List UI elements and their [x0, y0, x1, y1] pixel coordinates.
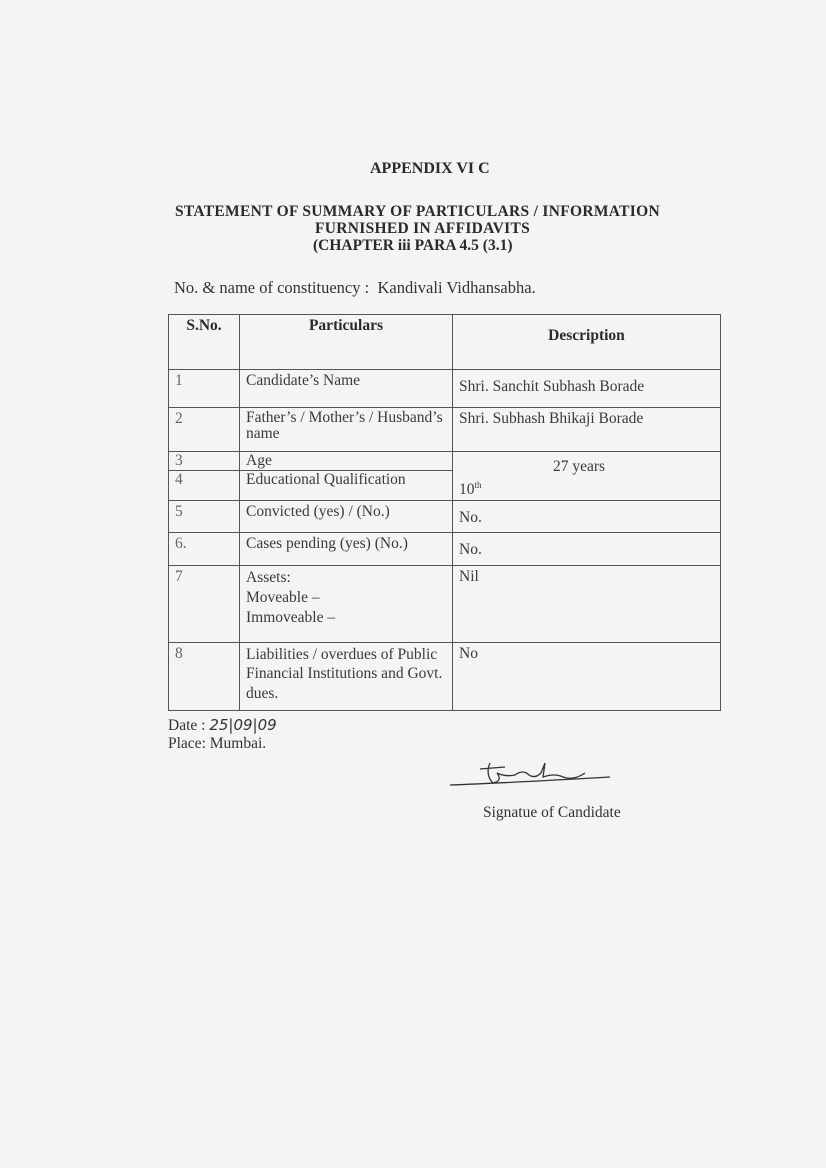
row-sno: 6.	[169, 533, 240, 566]
signature-caption: Signatue of Candidate	[483, 804, 621, 821]
date-value: 25|09|09	[209, 716, 277, 734]
particulars-table	[168, 314, 721, 711]
row-description: No.	[453, 533, 721, 566]
row-description: No.	[453, 501, 721, 533]
statement-title-line1: STATEMENT OF SUMMARY OF PARTICULARS / INFORMATION	[175, 203, 660, 220]
row-particular: Liabilities / overdues of Public Financial Institutions and Govt. dues.	[240, 643, 453, 711]
row-particular: Assets:	[246, 569, 291, 586]
row-sno: 2	[169, 408, 240, 452]
constituency-line	[174, 278, 536, 298]
row-particular: Father’s / Mother’s / Husband’s name	[240, 408, 453, 452]
place-line: Place: Mumbai.	[168, 735, 267, 752]
table-row	[169, 533, 721, 566]
table-row	[169, 501, 721, 533]
statement-title-line2: FURNISHED IN AFFIDAVITS	[315, 220, 531, 237]
row-particular-moveable: Moveable –	[246, 589, 320, 607]
row-description: Shri. Subhash Bhikaji Borade	[453, 408, 721, 452]
row-particular: Educational Qualification	[240, 471, 453, 501]
table-row	[169, 566, 721, 643]
row-description: Shri. Sanchit Subhash Borade	[453, 370, 721, 408]
row-description: 27 years 10th	[453, 452, 721, 501]
row-sno: 4	[169, 471, 240, 501]
table-header-row	[169, 315, 721, 370]
row-particular: Convicted (yes) / (No.)	[240, 501, 453, 533]
appendix-title: APPENDIX VI C	[370, 160, 490, 177]
row-particular: Cases pending (yes) (No.)	[240, 533, 453, 566]
table-row	[169, 408, 721, 452]
row-description: Nil	[453, 566, 721, 643]
constituency-value: Kandivali Vidhansabha.	[377, 278, 536, 297]
date-line	[168, 716, 277, 735]
qualification-suffix: th	[474, 480, 482, 490]
date-label: Date :	[168, 717, 206, 734]
row-sno: 8	[169, 643, 240, 711]
row-particular-immoveable: Immoveable –	[246, 609, 336, 627]
candidate-signature	[445, 755, 615, 795]
row-sno: 5	[169, 501, 240, 533]
header-description: Description	[453, 315, 721, 370]
table-row	[169, 370, 721, 408]
qualification-number: 10	[459, 481, 475, 499]
qualification-value	[459, 480, 720, 499]
row-sno: 1	[169, 370, 240, 408]
header-particulars: Particulars	[240, 315, 453, 370]
row-particular: Candidate’s Name	[240, 370, 453, 408]
statement-title-line3: (CHAPTER iii PARA 4.5 (3.1)	[313, 237, 513, 254]
row-description: No	[453, 643, 721, 711]
table-row	[169, 643, 721, 711]
table-row	[169, 452, 721, 471]
row-sno: 3	[169, 452, 240, 471]
row-particular: Age	[240, 452, 453, 471]
constituency-label: No. & name of constituency :	[174, 278, 370, 297]
row-sno: 7	[169, 566, 240, 643]
header-sno: S.No.	[169, 315, 240, 370]
